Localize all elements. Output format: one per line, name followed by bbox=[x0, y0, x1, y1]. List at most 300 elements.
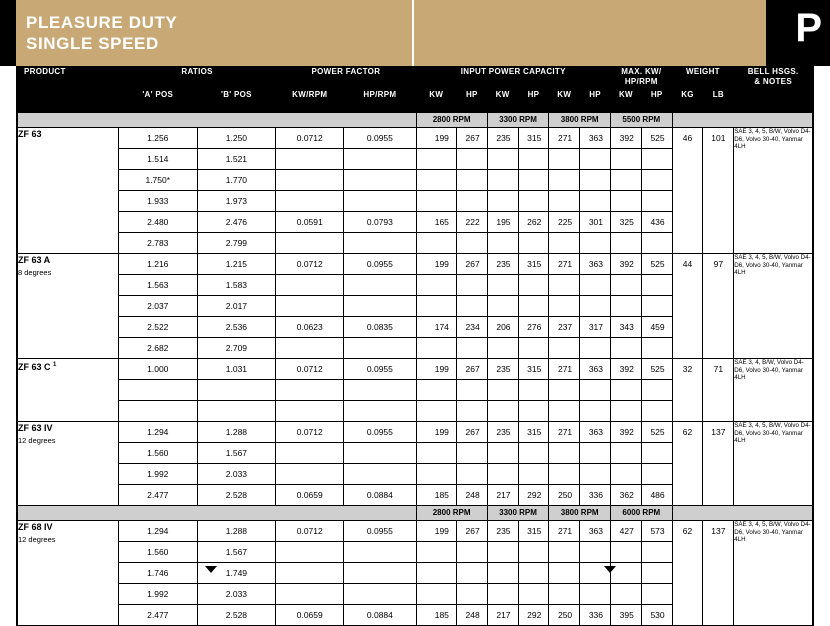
table-row bbox=[18, 128, 813, 149]
input-hp-3800 bbox=[580, 401, 611, 422]
weight-lb-value: 137 bbox=[703, 422, 734, 506]
input-kw-3800 bbox=[549, 275, 580, 296]
table-row bbox=[18, 422, 813, 443]
hp-per-rpm-value: 0.0955 bbox=[344, 128, 416, 149]
input-kw-3300 bbox=[487, 338, 518, 359]
input-hp-3300 bbox=[518, 191, 549, 212]
bell-housing-notes: SAE 3, 4, 5, B/W, Volvo D4-D6, Volvo 30-40, Yanmar 4LH bbox=[734, 128, 813, 254]
input-kw-3300: 195 bbox=[487, 212, 518, 233]
max-kw-value bbox=[611, 338, 642, 359]
bell-housing-notes: SAE 3, 4, B/W, Volvo D4-D6, Volvo 30-40, Yanmar 4LH bbox=[734, 359, 813, 422]
max-hp-value: 530 bbox=[641, 605, 672, 626]
kw-per-rpm-value bbox=[276, 275, 344, 296]
input-kw-2800: 165 bbox=[416, 212, 456, 233]
kw-per-rpm-value: 0.0712 bbox=[276, 521, 344, 542]
input-hp-2800: 267 bbox=[456, 521, 487, 542]
col-ratios: RATIOS bbox=[118, 67, 275, 90]
col-bell-line2: & NOTES bbox=[754, 77, 792, 86]
ratio-b-value: 1.521 bbox=[197, 149, 276, 170]
ratio-b-value: 1.973 bbox=[197, 191, 276, 212]
input-kw-3800 bbox=[549, 149, 580, 170]
ratio-b-value: 1.567 bbox=[197, 443, 276, 464]
max-hp-value bbox=[641, 275, 672, 296]
input-kw-3300 bbox=[487, 464, 518, 485]
input-kw-2800: 199 bbox=[416, 521, 456, 542]
ratio-a-value: 2.480 bbox=[118, 212, 197, 233]
ratio-b-value: 1.770 bbox=[197, 170, 276, 191]
input-hp-2800 bbox=[456, 542, 487, 563]
ratio-a-value: 1.992 bbox=[118, 584, 197, 605]
input-kw-3300: 235 bbox=[487, 128, 518, 149]
hp-per-rpm-value bbox=[344, 338, 416, 359]
input-hp-3800 bbox=[580, 170, 611, 191]
max-kw-value: 392 bbox=[611, 359, 642, 380]
input-hp-2800: 248 bbox=[456, 605, 487, 626]
spec-table bbox=[17, 66, 813, 626]
input-hp-2800: 222 bbox=[456, 212, 487, 233]
input-kw-3800: 271 bbox=[549, 521, 580, 542]
col-weight-lb: LB bbox=[703, 90, 734, 113]
input-kw-3300 bbox=[487, 443, 518, 464]
input-kw-3800 bbox=[549, 584, 580, 605]
product-name: ZF 63 C $^1$ bbox=[18, 359, 119, 422]
max-hp-value bbox=[641, 542, 672, 563]
input-kw-3800 bbox=[549, 443, 580, 464]
spec-table-body bbox=[18, 113, 813, 626]
max-kw-value bbox=[611, 380, 642, 401]
col-max-hp: HP bbox=[641, 90, 672, 113]
input-kw-2800 bbox=[416, 380, 456, 401]
input-kw-2800 bbox=[416, 275, 456, 296]
kw-per-rpm-value bbox=[276, 464, 344, 485]
max-kw-value: 362 bbox=[611, 485, 642, 506]
input-hp-3300 bbox=[518, 149, 549, 170]
col-ratio-b-pos: 'B' POS bbox=[197, 90, 276, 113]
weight-lb-value: 97 bbox=[703, 254, 734, 359]
col-max-kw-hp-rpm bbox=[611, 67, 673, 90]
weight-kg-value: 46 bbox=[672, 128, 703, 254]
hp-per-rpm-value bbox=[344, 584, 416, 605]
input-hp-3800 bbox=[580, 296, 611, 317]
section-letter-box bbox=[766, 0, 830, 66]
input-kw-3300 bbox=[487, 149, 518, 170]
input-kw-2800 bbox=[416, 338, 456, 359]
ratio-b-value: 2.709 bbox=[197, 338, 276, 359]
weight-kg-value: 62 bbox=[672, 521, 703, 626]
input-hp-3800: 336 bbox=[580, 485, 611, 506]
input-hp-3300 bbox=[518, 170, 549, 191]
input-hp-3300: 292 bbox=[518, 485, 549, 506]
kw-per-rpm-value bbox=[276, 584, 344, 605]
kw-per-rpm-value bbox=[276, 191, 344, 212]
ratio-a-value: 1.294 bbox=[118, 422, 197, 443]
input-hp-2800: 267 bbox=[456, 254, 487, 275]
input-kw-2800: 199 bbox=[416, 128, 456, 149]
page-title-line1: PLEASURE DUTY bbox=[26, 13, 178, 32]
col-ratio-a-pos: 'A' POS bbox=[118, 90, 197, 113]
rpm-band-blank bbox=[18, 506, 417, 521]
kw-per-rpm-value: 0.0623 bbox=[276, 317, 344, 338]
max-kw-value: 392 bbox=[611, 254, 642, 275]
ratio-b-value: 1.288 bbox=[197, 521, 276, 542]
input-hp-3300: 315 bbox=[518, 521, 549, 542]
max-hp-value bbox=[641, 401, 672, 422]
max-kw-value bbox=[611, 584, 642, 605]
ratio-a-value: 2.522 bbox=[118, 317, 197, 338]
hp-per-rpm-value: 0.0884 bbox=[344, 605, 416, 626]
table-row bbox=[18, 521, 813, 542]
input-kw-3800 bbox=[549, 191, 580, 212]
max-kw-value: 325 bbox=[611, 212, 642, 233]
kw-per-rpm-value bbox=[276, 542, 344, 563]
max-kw-value bbox=[611, 542, 642, 563]
input-kw-2800: 199 bbox=[416, 254, 456, 275]
hp-per-rpm-value bbox=[344, 170, 416, 191]
input-kw-3800: 271 bbox=[549, 422, 580, 443]
input-hp-2800 bbox=[456, 584, 487, 605]
max-hp-value: 459 bbox=[641, 317, 672, 338]
input-hp-3800: 363 bbox=[580, 359, 611, 380]
input-hp-3800: 363 bbox=[580, 254, 611, 275]
input-kw-3300: 235 bbox=[487, 422, 518, 443]
input-kw-2800 bbox=[416, 170, 456, 191]
ratio-a-value: 2.037 bbox=[118, 296, 197, 317]
ratio-a-value: 1.750* bbox=[118, 170, 197, 191]
rpm-band-label: 3800 RPM bbox=[549, 506, 611, 521]
input-kw-3300 bbox=[487, 191, 518, 212]
input-hp-3300 bbox=[518, 296, 549, 317]
input-kw-2800 bbox=[416, 443, 456, 464]
input-kw-3300 bbox=[487, 380, 518, 401]
col-hp-per-rpm: HP/RPM bbox=[344, 90, 416, 113]
input-hp-3300 bbox=[518, 338, 549, 359]
hp-per-rpm-value bbox=[344, 443, 416, 464]
input-kw-3300 bbox=[487, 296, 518, 317]
ratio-b-value bbox=[197, 401, 276, 422]
input-hp-3300: 315 bbox=[518, 254, 549, 275]
max-kw-value: 392 bbox=[611, 422, 642, 443]
ratio-a-value: 1.933 bbox=[118, 191, 197, 212]
col-kw-3: KW bbox=[549, 90, 580, 113]
kw-per-rpm-value bbox=[276, 296, 344, 317]
col-max-kw: KW bbox=[611, 90, 642, 113]
col-product: PRODUCT bbox=[18, 67, 119, 113]
input-hp-3300 bbox=[518, 443, 549, 464]
spec-table-container bbox=[16, 66, 814, 626]
hp-per-rpm-value: 0.0955 bbox=[344, 254, 416, 275]
input-hp-2800 bbox=[456, 170, 487, 191]
rpm-band-tail bbox=[672, 113, 812, 128]
input-kw-3300 bbox=[487, 401, 518, 422]
input-hp-3800 bbox=[580, 380, 611, 401]
max-kw-value bbox=[611, 296, 642, 317]
col-kw-per-rpm: KW/RPM bbox=[276, 90, 344, 113]
weight-lb-value: 101 bbox=[703, 128, 734, 254]
col-input-power-capacity: INPUT POWER CAPACITY bbox=[416, 67, 610, 90]
input-hp-3300: 276 bbox=[518, 317, 549, 338]
max-hp-value bbox=[641, 149, 672, 170]
input-kw-3300 bbox=[487, 542, 518, 563]
page-title bbox=[26, 12, 177, 54]
kw-per-rpm-value: 0.0659 bbox=[276, 485, 344, 506]
max-kw-value: 427 bbox=[611, 521, 642, 542]
ratio-a-value: 1.563 bbox=[118, 275, 197, 296]
input-kw-3300 bbox=[487, 584, 518, 605]
bell-housing-notes: SAE 3, 4, 5, B/W, Volvo D4-D6, Volvo 30-40, Yanmar 4LH bbox=[734, 254, 813, 359]
ratio-b-value: 1.749 bbox=[197, 563, 276, 584]
table-row bbox=[18, 254, 813, 275]
max-hp-value: 525 bbox=[641, 254, 672, 275]
max-kw-value bbox=[611, 464, 642, 485]
input-hp-3800 bbox=[580, 233, 611, 254]
max-hp-value bbox=[641, 191, 672, 212]
input-hp-3800: 301 bbox=[580, 212, 611, 233]
continuation-arrows bbox=[0, 566, 830, 578]
input-kw-3300: 206 bbox=[487, 317, 518, 338]
ratio-a-value: 1.256 bbox=[118, 128, 197, 149]
ratio-a-value: 1.294 bbox=[118, 521, 197, 542]
weight-kg-value: 44 bbox=[672, 254, 703, 359]
input-kw-3800: 271 bbox=[549, 359, 580, 380]
header-left-black-bar bbox=[0, 0, 16, 66]
continuation-arrow-left bbox=[205, 566, 217, 573]
col-kw-1: KW bbox=[416, 90, 456, 113]
input-kw-3800: 225 bbox=[549, 212, 580, 233]
continuation-arrow-right bbox=[604, 566, 616, 573]
input-kw-2800 bbox=[416, 464, 456, 485]
col-bell-line1: BELL HSGS. bbox=[747, 67, 799, 76]
input-hp-3300 bbox=[518, 542, 549, 563]
hp-per-rpm-value bbox=[344, 149, 416, 170]
kw-per-rpm-value bbox=[276, 170, 344, 191]
page-title-line2: SINGLE SPEED bbox=[26, 34, 159, 53]
input-kw-2800 bbox=[416, 296, 456, 317]
input-kw-3800 bbox=[549, 401, 580, 422]
input-kw-3800: 271 bbox=[549, 254, 580, 275]
input-hp-2800: 267 bbox=[456, 359, 487, 380]
rpm-band-label: 3300 RPM bbox=[487, 506, 549, 521]
ratio-b-value: 1.288 bbox=[197, 422, 276, 443]
max-hp-value bbox=[641, 233, 672, 254]
kw-per-rpm-value bbox=[276, 338, 344, 359]
page-header bbox=[0, 0, 830, 66]
input-kw-3300: 217 bbox=[487, 605, 518, 626]
input-kw-2800 bbox=[416, 233, 456, 254]
max-kw-value bbox=[611, 443, 642, 464]
rpm-band-blank bbox=[18, 113, 417, 128]
ratio-a-value: 2.783 bbox=[118, 233, 197, 254]
input-kw-3800 bbox=[549, 464, 580, 485]
max-hp-value bbox=[641, 584, 672, 605]
max-hp-value bbox=[641, 170, 672, 191]
ratio-b-value: 1.250 bbox=[197, 128, 276, 149]
input-kw-3800: 250 bbox=[549, 605, 580, 626]
col-weight-kg: KG bbox=[672, 90, 703, 113]
input-kw-2800: 174 bbox=[416, 317, 456, 338]
input-hp-3800 bbox=[580, 275, 611, 296]
col-hp-3: HP bbox=[580, 90, 611, 113]
rpm-band-label: 5500 RPM bbox=[611, 113, 673, 128]
input-hp-3800: 336 bbox=[580, 605, 611, 626]
ratio-b-value: 2.536 bbox=[197, 317, 276, 338]
ratio-a-value bbox=[118, 401, 197, 422]
input-hp-3800 bbox=[580, 191, 611, 212]
table-header-row-top bbox=[18, 67, 813, 90]
kw-per-rpm-value: 0.0712 bbox=[276, 254, 344, 275]
input-kw-3800: 250 bbox=[549, 485, 580, 506]
ratio-a-value: 2.682 bbox=[118, 338, 197, 359]
input-kw-2800 bbox=[416, 542, 456, 563]
max-hp-value bbox=[641, 380, 672, 401]
ratio-b-value: 2.799 bbox=[197, 233, 276, 254]
ratio-a-value: 1.992 bbox=[118, 464, 197, 485]
hp-per-rpm-value: 0.0955 bbox=[344, 359, 416, 380]
input-kw-2800 bbox=[416, 401, 456, 422]
input-hp-2800 bbox=[456, 233, 487, 254]
ratio-a-value: 1.514 bbox=[118, 149, 197, 170]
input-hp-3800: 363 bbox=[580, 128, 611, 149]
ratio-b-value: 2.528 bbox=[197, 485, 276, 506]
input-kw-2800 bbox=[416, 584, 456, 605]
hp-per-rpm-value bbox=[344, 275, 416, 296]
hp-per-rpm-value bbox=[344, 296, 416, 317]
rpm-band-row-2 bbox=[18, 506, 813, 521]
input-hp-3800 bbox=[580, 464, 611, 485]
rpm-band-tail bbox=[672, 506, 812, 521]
max-kw-value bbox=[611, 170, 642, 191]
max-hp-value: 486 bbox=[641, 485, 672, 506]
max-hp-value: 436 bbox=[641, 212, 672, 233]
max-kw-value bbox=[611, 401, 642, 422]
ratio-a-value: 1.560 bbox=[118, 443, 197, 464]
input-hp-2800 bbox=[456, 191, 487, 212]
kw-per-rpm-value: 0.0712 bbox=[276, 359, 344, 380]
input-hp-3800 bbox=[580, 542, 611, 563]
ratio-b-value: 1.215 bbox=[197, 254, 276, 275]
input-kw-3300 bbox=[487, 275, 518, 296]
input-kw-3300: 235 bbox=[487, 254, 518, 275]
input-hp-2800 bbox=[456, 149, 487, 170]
col-hp-2: HP bbox=[518, 90, 549, 113]
kw-per-rpm-value: 0.0712 bbox=[276, 128, 344, 149]
ratio-b-value: 2.528 bbox=[197, 605, 276, 626]
input-kw-2800: 185 bbox=[416, 485, 456, 506]
ratio-a-value: 2.477 bbox=[118, 485, 197, 506]
input-kw-3800 bbox=[549, 170, 580, 191]
input-hp-2800 bbox=[456, 296, 487, 317]
input-hp-3800 bbox=[580, 584, 611, 605]
input-hp-3800: 363 bbox=[580, 521, 611, 542]
input-hp-3300 bbox=[518, 233, 549, 254]
rpm-band-label: 3800 RPM bbox=[549, 113, 611, 128]
ratio-a-value: 1.216 bbox=[118, 254, 197, 275]
max-hp-value: 525 bbox=[641, 359, 672, 380]
col-bell-housings-notes bbox=[734, 67, 813, 113]
weight-kg-value: 32 bbox=[672, 359, 703, 422]
header-vertical-divider bbox=[412, 0, 414, 66]
kw-per-rpm-value bbox=[276, 233, 344, 254]
input-hp-3800: 317 bbox=[580, 317, 611, 338]
input-hp-3300: 292 bbox=[518, 605, 549, 626]
input-kw-3300 bbox=[487, 170, 518, 191]
hp-per-rpm-value: 0.0955 bbox=[344, 422, 416, 443]
ratio-a-value: 1.746 bbox=[118, 563, 197, 584]
hp-per-rpm-value bbox=[344, 380, 416, 401]
max-hp-value: 525 bbox=[641, 128, 672, 149]
hp-per-rpm-value: 0.0835 bbox=[344, 317, 416, 338]
max-kw-value bbox=[611, 275, 642, 296]
ratio-b-value: 2.017 bbox=[197, 296, 276, 317]
hp-per-rpm-value bbox=[344, 464, 416, 485]
input-hp-2800 bbox=[456, 338, 487, 359]
max-kw-value: 392 bbox=[611, 128, 642, 149]
input-kw-3800: 237 bbox=[549, 317, 580, 338]
input-hp-3300 bbox=[518, 275, 549, 296]
input-hp-2800 bbox=[456, 464, 487, 485]
ratio-a-value bbox=[118, 380, 197, 401]
product-name: ZF 63 bbox=[18, 128, 119, 254]
input-kw-2800: 185 bbox=[416, 605, 456, 626]
input-hp-2800 bbox=[456, 401, 487, 422]
max-hp-value: 525 bbox=[641, 422, 672, 443]
input-kw-3800 bbox=[549, 380, 580, 401]
table-row bbox=[18, 359, 813, 380]
ratio-b-value: 1.583 bbox=[197, 275, 276, 296]
input-kw-3300: 217 bbox=[487, 485, 518, 506]
hp-per-rpm-value bbox=[344, 542, 416, 563]
input-hp-2800 bbox=[456, 380, 487, 401]
input-hp-3800 bbox=[580, 338, 611, 359]
rpm-band-label: 2800 RPM bbox=[416, 113, 487, 128]
input-hp-3800 bbox=[580, 443, 611, 464]
col-max-kw-line2: HP/RPM bbox=[624, 77, 658, 86]
hp-per-rpm-value bbox=[344, 191, 416, 212]
input-hp-3300 bbox=[518, 584, 549, 605]
weight-lb-value: 71 bbox=[703, 359, 734, 422]
col-hp-1: HP bbox=[456, 90, 487, 113]
col-weight: WEIGHT bbox=[672, 67, 734, 90]
hp-per-rpm-value: 0.0884 bbox=[344, 485, 416, 506]
ratio-a-value: 1.000 bbox=[118, 359, 197, 380]
col-max-kw-line1: MAX. KW/ bbox=[621, 67, 662, 76]
input-kw-2800 bbox=[416, 191, 456, 212]
max-hp-value bbox=[641, 338, 672, 359]
max-hp-value bbox=[641, 296, 672, 317]
input-kw-2800: 199 bbox=[416, 422, 456, 443]
input-kw-3300: 235 bbox=[487, 359, 518, 380]
col-power-factor: POWER FACTOR bbox=[276, 67, 416, 90]
input-kw-3800: 271 bbox=[549, 128, 580, 149]
input-kw-3800 bbox=[549, 296, 580, 317]
input-hp-2800: 267 bbox=[456, 128, 487, 149]
kw-per-rpm-value bbox=[276, 443, 344, 464]
max-kw-value bbox=[611, 191, 642, 212]
hp-per-rpm-value bbox=[344, 233, 416, 254]
rpm-band-label: 6000 RPM bbox=[611, 506, 673, 521]
kw-per-rpm-value bbox=[276, 380, 344, 401]
max-hp-value: 573 bbox=[641, 521, 672, 542]
input-hp-3800: 363 bbox=[580, 422, 611, 443]
ratio-b-value: 2.033 bbox=[197, 464, 276, 485]
weight-lb-value: 137 bbox=[703, 521, 734, 626]
input-kw-3800 bbox=[549, 542, 580, 563]
product-name: ZF 63 IV 12 degrees bbox=[18, 422, 119, 506]
max-kw-value: 343 bbox=[611, 317, 642, 338]
max-hp-value bbox=[641, 464, 672, 485]
input-kw-3300 bbox=[487, 233, 518, 254]
ratio-b-value: 2.476 bbox=[197, 212, 276, 233]
input-hp-3800 bbox=[580, 149, 611, 170]
